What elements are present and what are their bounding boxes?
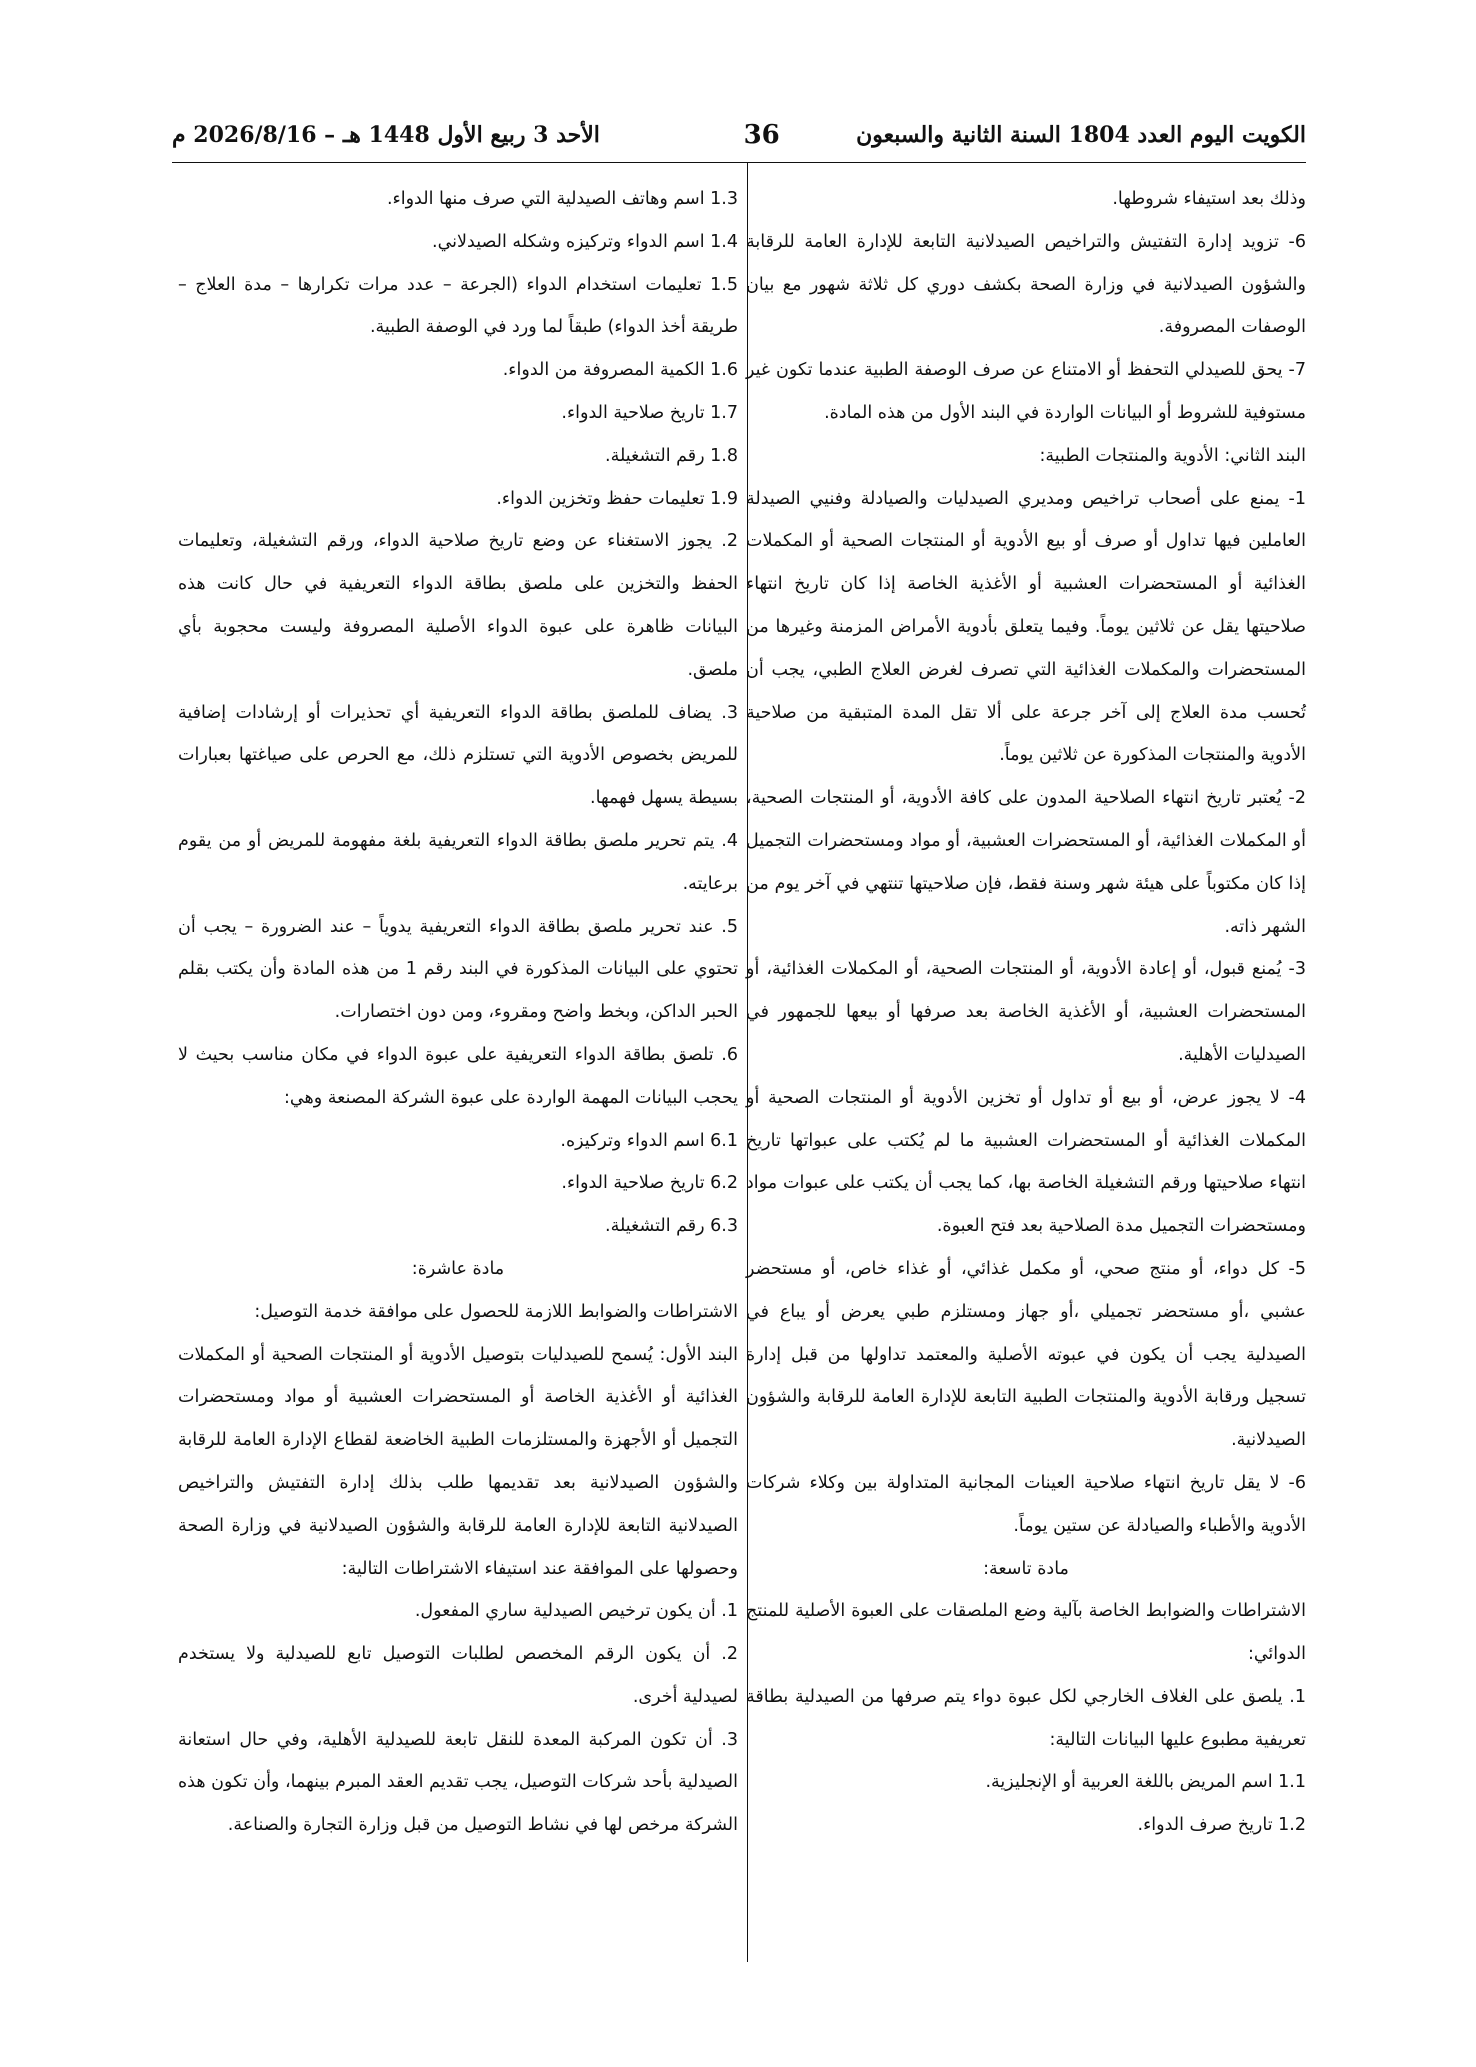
section-heading: البند الثاني: الأدوية والمنتجات الطبية: (1039, 445, 1306, 466)
article-heading: مادة تاسعة: (983, 1558, 1069, 1579)
paragraph: 6. تلصق بطاقة الدواء التعريفية على عبوة الدواء في مكان مناسب بحيث لا يحجب البيانات المهمة الواردة على عبوة الشركة المصنعة وهي: (178, 1044, 738, 1108)
paragraph: البند الأول: يُسمح للصيدليات بتوصيل الأدوية أو المنتجات الصحية أو المكملات الغذائية أو الأغذية الخاصة أو المستحضرات العشبية أو مواد ومستحضرات التجميل أو الأجهزة والمستلزمات الطبية الخاضعة لقطاع الإدارة العامة للرقابة والشؤون الصيدلانية بعد تقديمها طلب بذلك إدارة التفتيش والتراخيص الصيدلانية التابعة للإدارة العامة للرقابة والشؤون الصيدلانية في وزارة الصحة وحصولها على الموافقة عند استيفاء الاشتراطات التالية: (178, 1344, 738, 1579)
paragraph: 2. يجوز الاستغناء عن وضع تاريخ صلاحية الدواء، ورقم التشغيلة، وتعليمات الحفظ والتخزين على ملصق بطاقة الدواء التعريفية في حال كانت هذه البيانات ظاهرة على عبوة الدواء الأصلية المصروفة وليست محجوبة بأي ملصق. (178, 531, 738, 680)
list-item: 1.7 تاريخ صلاحية الدواء. (561, 402, 738, 423)
paragraph: 1. يلصق على الغلاف الخارجي لكل عبوة دواء يتم صرفها من الصيدلية بطاقة تعريفية مطبوع عليها البيانات التالية: (746, 1686, 1306, 1750)
header-rule (172, 162, 1306, 163)
paragraph: الاشتراطات والضوابط اللازمة للحصول على موافقة خدمة التوصيل: (254, 1301, 738, 1322)
paragraph: 6- تزويد إدارة التفتيش والتراخيص الصيدلانية التابعة للإدارة العامة للرقابة والشؤون الصيدلانية في وزارة الصحة بكشف دوري كل ثلاثة شهور مع بيان الوصفات المصروفة. (746, 231, 1306, 338)
list-item: 2. أن يكون الرقم المخصص لطلبات التوصيل تابع للصيدلية ولا يستخدم لصيدلية أخرى. (178, 1644, 738, 1707)
paragraph: 1- يمنع على أصحاب تراخيص ومديري الصيدليات والصيادلة وفنيي الصيدلة العاملين فيها تداول أو صرف أو بيع الأدوية أو المنتجات الصحية أو المكملات الغذائية أو المستحضرات العشبية أو الأغذية الخاصة إذا كان تاريخ انتهاء صلاحيتها يقل عن ثلاثين يوماً. وفيما يتعلق بأدوية الأمراض المزمنة وغيرها من المستحضرات والمكملات الغذائية التي تصرف لغرض العلاج الطبي، يجب أن تُحسب مدة العلاج إلى آخر جرعة على ألا تقل المدة المتبقية من صلاحية الأدوية والمنتجات المذكورة عن ثلاثين يوماً. (746, 488, 1306, 766)
right-column (746, 178, 1306, 1847)
list-item: 6.2 تاريخ صلاحية الدواء. (561, 1173, 738, 1194)
page-number: 36 (743, 120, 780, 150)
list-item: 1.5 تعليمات استخدام الدواء (الجرعة – عدد مرات تكرارها – مدة العلاج – طريقة أخذ الدواء) طبقاً لما ورد في الوصفة الطبية. (178, 274, 738, 338)
left-column (178, 178, 738, 1847)
list-item: 1. أن يكون ترخيص الصيدلية ساري المفعول. (414, 1601, 738, 1622)
list-item: 1.4 اسم الدواء وتركيزه وشكله الصيدلاني. (432, 231, 738, 252)
page-header (172, 122, 1306, 160)
article-heading: مادة عاشرة: (411, 1258, 505, 1279)
paragraph: 2- يُعتبر تاريخ انتهاء الصلاحية المدون على كافة الأدوية، أو المنتجات الصحية، أو المكملات الغذائية، أو المستحضرات العشبية، أو مواد ومستحضرات التجميل إذا كان مكتوباً على هيئة شهر وسنة فقط، فإن صلاحيتها تنتهي في آخر يوم من الشهر ذاته. (746, 788, 1306, 937)
list-item: 1.2 تاريخ صرف الدواء. (1137, 1815, 1306, 1836)
paragraph: 6- لا يقل تاريخ انتهاء صلاحية العينات المجانية المتداولة بين وكلاء شركات الأدوية والأطباء والصيادلة عن ستين يوماً. (746, 1472, 1306, 1536)
list-item: 1.1 اسم المريض باللغة العربية أو الإنجليزية. (985, 1772, 1306, 1793)
list-item: 6.1 اسم الدواء وتركيزه. (560, 1130, 738, 1151)
header-date: الأحد 3 ربيع الأول 1448 هـ – 2026/8/16 م (172, 122, 600, 148)
paragraph: 7- يحق للصيدلي التحفظ أو الامتناع عن صرف الوصفة الطبية عندما تكون غير مستوفية للشروط أو البيانات الواردة في البند الأول من هذه المادة. (746, 360, 1306, 423)
list-item: 1.9 تعليمات حفظ وتخزين الدواء. (496, 488, 738, 509)
paragraph: 4. يتم تحرير ملصق بطاقة الدواء التعريفية بلغة مفهومة للمريض أو من يقوم برعايته. (178, 830, 738, 894)
paragraph: 5. عند تحرير ملصق بطاقة الدواء التعريفية يدوياً – عند الضرورة – يجب أن تحتوي على البيانات المذكورة في البند رقم 1 من هذه المادة وأن يكتب بقلم الحبر الداكن، وبخط واضح ومقروء، ومن دون اختصارات. (178, 916, 738, 1023)
list-item: 6.3 رقم التشغيلة. (605, 1216, 738, 1237)
paragraph: 4- لا يجوز عرض، أو بيع أو تداول أو تخزين الأدوية أو المنتجات الصحية أو المكملات الغذائية أو المستحضرات العشبية ما لم يُكتب على عبواتها تاريخ انتهاء صلاحيتها ورقم التشغيلة الخاصة بها، كما يجب أن يكتب على عبوات مواد ومستحضرات التجميل مدة الصلاحية بعد فتح العبوة. (746, 1087, 1306, 1237)
list-item: 1.3 اسم وهاتف الصيدلية التي صرف منها الدواء. (386, 189, 738, 209)
paragraph: 3. يضاف للملصق بطاقة الدواء التعريفية أي تحذيرات أو إرشادات إضافية للمريض بخصوص الأدوية التي تستلزم ذلك، مع الحرص على صياغتها بعبارات بسيطة يسهل فهمها. (178, 702, 738, 809)
header-issue-info: الكويت اليوم العدد 1804 السنة الثانية والسبعون (856, 122, 1306, 148)
list-item: 3. أن تكون المركبة المعدة للنقل تابعة للصيدلية الأهلية، وفي حال استعانة الصيدلية بأحد شركات التوصيل، يجب تقديم العقد المبرم بينهما، وأن تكون هذه الشركة مرخص لها في نشاط التوصيل من قبل وزارة التجارة والصناعة. (178, 1729, 738, 1836)
paragraph: 3- يُمنع قبول، أو إعادة الأدوية، أو المنتجات الصحية، أو المكملات الغذائية، أو المستحضرات العشبية، أو الأغذية الخاصة بعد صرفها أو بيعها للجمهور في الصيدليات الأهلية. (746, 959, 1306, 1065)
paragraph: الاشتراطات والضوابط الخاصة بآلية وضع الملصقات على العبوة الأصلية للمنتج الدوائي: (746, 1601, 1306, 1665)
list-item: 1.8 رقم التشغيلة. (605, 445, 738, 466)
list-item: 1.6 الكمية المصروفة من الدواء. (502, 360, 738, 381)
paragraph: وذلك بعد استيفاء شروطها. (1112, 189, 1306, 209)
paragraph: 5- كل دواء، أو منتج صحي، أو مكمل غذائي، أو غذاء خاص، أو مستحضر عشبي ،أو مستحضر تجميلي ،أو جهاز ومستلزم طبي يعرض أو يباع في الصيدلية يجب أن يكون في عبوته الأصلية والمعتمد تداولها من قبل إدارة تسجيل ورقابة الأدوية والمنتجات الطبية التابعة للإدارة العامة للرقابة والشؤون الصيدلانية. (746, 1258, 1306, 1451)
